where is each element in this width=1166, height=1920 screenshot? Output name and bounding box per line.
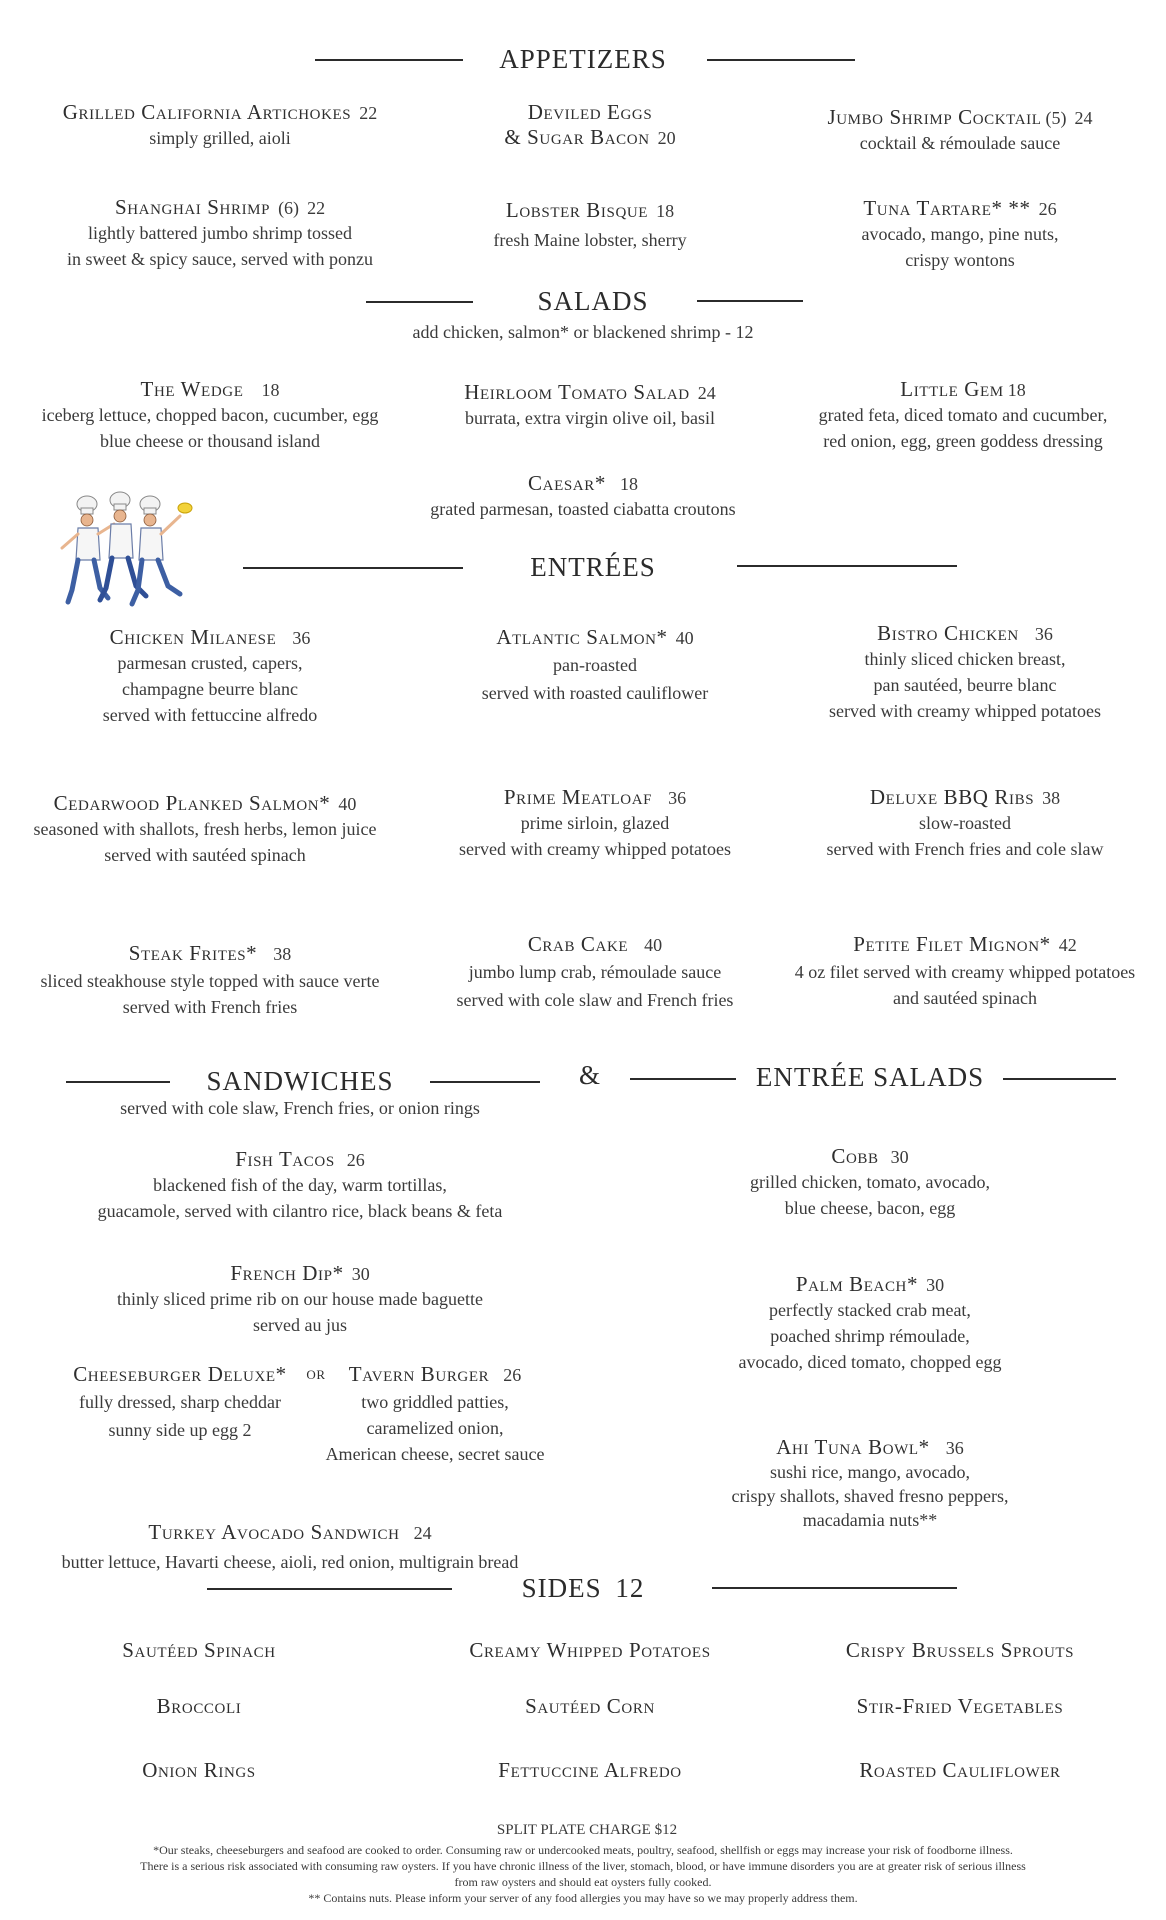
item-desc: caramelized onion,	[366, 1418, 504, 1438]
item-name: Deviled Eggs	[527, 100, 653, 124]
item-price: 26	[503, 1365, 522, 1385]
item-desc: cocktail & rémoulade sauce	[859, 133, 1061, 153]
item-name: Palm Beach*	[795, 1272, 919, 1296]
item-name: Caesar*	[528, 471, 606, 495]
side-item: Roasted Cauliflower	[859, 1758, 1061, 1782]
item-desc: served with French fries and cole slaw	[826, 839, 1104, 859]
item-price: 36	[668, 788, 687, 808]
allergy-note: ** Contains nuts. Please inform your server of any food allergies you may have so we may properly address them.	[308, 1891, 858, 1905]
item-name: Lobster Bisque	[505, 198, 649, 222]
item-desc: blackened fish of the day, warm tortillas,	[153, 1175, 447, 1195]
item-price: 20	[657, 128, 676, 148]
menu-item	[50, 1147, 550, 1224]
menu-item	[773, 377, 1153, 454]
item-name: Chicken Milanese	[109, 625, 277, 649]
item-price: 42	[1058, 935, 1077, 955]
item-desc: American cheese, secret sauce	[325, 1444, 545, 1464]
sides-price: 12	[615, 1573, 645, 1603]
section-rule	[630, 1078, 736, 1080]
sandwiches-title: SANDWICHES	[206, 1066, 394, 1096]
item-desc: sushi rice, mango, avocado,	[770, 1462, 970, 1482]
menu-item	[10, 377, 410, 454]
section-rule	[1003, 1078, 1116, 1080]
section-rule-right	[737, 565, 957, 567]
item-desc: served au jus	[253, 1315, 347, 1335]
item-price: 24	[1074, 108, 1093, 128]
section-rule	[66, 1081, 170, 1083]
menu-item	[383, 471, 783, 522]
split-plate-charge: SPLIT PLATE CHARGE $12	[496, 1822, 678, 1838]
item-desc: 4 oz filet served with creamy whipped potatoes	[794, 962, 1136, 982]
menu-item	[395, 932, 795, 1013]
item-desc: simply grilled, aioli	[149, 128, 291, 148]
entree-salads-title: ENTRÉE SALADS	[755, 1062, 985, 1092]
item-price: 38	[1042, 788, 1061, 808]
item-price: 24	[697, 383, 716, 403]
item-desc: burrata, extra virgin olive oil, basil	[464, 408, 716, 428]
item-desc: avocado, diced tomato, chopped egg	[738, 1352, 1002, 1372]
item-name: Tavern Burger	[348, 1362, 490, 1386]
item-desc: crispy shallots, shaved fresno peppers,	[731, 1486, 1009, 1506]
item-name-line-2: & Sugar Bacon	[504, 125, 650, 149]
menu-item	[440, 100, 740, 150]
item-desc: thinly sliced prime rib on our house made baguette	[117, 1289, 483, 1309]
item-price: 22	[307, 198, 326, 218]
section-rule-right	[697, 300, 803, 302]
menu-item	[10, 625, 410, 728]
item-name: Shanghai Shrimp	[114, 195, 271, 219]
menu-item	[395, 625, 795, 706]
item-desc: seasoned with shallots, fresh herbs, lemon juice	[33, 819, 377, 839]
item-desc: avocado, mango, pine nuts,	[861, 224, 1059, 244]
dancing-chefs-illustration	[42, 490, 202, 615]
entrees-title: ENTRÉES	[530, 552, 656, 582]
item-price: 22	[359, 103, 378, 123]
item-name: Prime Meatloaf	[503, 785, 653, 809]
item-name: Deluxe BBQ Ribs	[869, 785, 1035, 809]
item-desc: grilled chicken, tomato, avocado,	[750, 1172, 990, 1192]
disclaimer-line: from raw oysters and should eat oysters fully cooked.	[454, 1875, 712, 1889]
menu-item	[390, 380, 790, 431]
item-name: Crab Cake	[527, 932, 629, 956]
item-desc: blue cheese, bacon, egg	[784, 1198, 956, 1218]
item-name: Little Gem	[900, 377, 1004, 401]
item-desc: served with creamy whipped potatoes	[829, 701, 1101, 721]
menu-item	[440, 198, 740, 253]
item-name: Ahi Tuna Bowl*	[776, 1435, 930, 1459]
item-name: Fish Tacos	[235, 1147, 335, 1171]
item-name: Tuna Tartare* **	[863, 196, 1031, 220]
salads-title: SALADS	[537, 286, 649, 316]
section-rule-left	[243, 567, 463, 569]
menu-item	[30, 1520, 550, 1575]
appetizers-title: APPETIZERS	[499, 44, 667, 74]
section-rule	[430, 1081, 540, 1083]
item-desc: blue cheese or thousand island	[100, 431, 320, 451]
item-name: Petite Filet Mignon*	[853, 932, 1051, 956]
side-item: Crispy Brussels Sprouts	[845, 1638, 1075, 1662]
item-desc: grated feta, diced tomato and cucumber,	[818, 405, 1108, 425]
side-item: Sautéed Spinach	[122, 1638, 276, 1662]
menu-item	[20, 195, 420, 272]
item-price: 26	[346, 1150, 365, 1170]
item-price: 38	[273, 944, 292, 964]
item-name: Grilled California Artichokes	[62, 100, 352, 124]
item-desc: sliced steakhouse style topped with sauce verte	[40, 971, 380, 991]
item-name: French Dip*	[230, 1261, 344, 1285]
ampersand: &	[578, 1060, 601, 1090]
sides-title	[478, 1573, 688, 1604]
item-desc: pan sautéed, beurre blanc	[873, 675, 1057, 695]
disclaimer-line: There is a serious risk associated with consuming raw oysters. If you have chronic illness of the liver, stomach, blood, or have immune disorders you are at greater risk of serious illness	[140, 1859, 1026, 1873]
item-desc: lightly battered jumbo shrimp tossed	[88, 223, 352, 243]
item-price: 24	[413, 1523, 432, 1543]
item-name: Bistro Chicken	[877, 621, 1019, 645]
item-price: 36	[1034, 624, 1053, 644]
section-rule-left	[315, 59, 463, 61]
item-price: 30	[890, 1147, 909, 1167]
item-desc: two griddled patties,	[361, 1392, 509, 1412]
item-price: 36	[945, 1438, 964, 1458]
menu-item	[775, 932, 1155, 1011]
item-desc: champagne beurre blanc	[122, 679, 298, 699]
item-desc: slow-roasted	[919, 813, 1011, 833]
item-desc: jumbo lump crab, rémoulade sauce	[468, 962, 722, 982]
menu-item	[40, 1362, 320, 1443]
item-desc: macadamia nuts**	[802, 1510, 938, 1530]
menu-item	[5, 791, 405, 868]
item-desc: pan-roasted	[553, 655, 637, 675]
item-desc: parmesan crusted, capers,	[117, 653, 303, 673]
item-desc: grated parmesan, toasted ciabatta croutons	[430, 499, 736, 519]
item-price: 18	[619, 474, 638, 494]
item-desc: butter lettuce, Havarti cheese, aioli, red onion, multigrain bread	[61, 1552, 519, 1572]
side-item: Broccoli	[156, 1694, 242, 1718]
item-name: Steak Frites*	[128, 941, 258, 965]
item-qty: (5)	[1045, 108, 1067, 128]
item-name: Turkey Avocado Sandwich	[148, 1520, 400, 1544]
menu-item	[670, 1144, 1070, 1221]
menu-item	[770, 196, 1150, 273]
item-name: Cobb	[831, 1144, 879, 1168]
item-name: Cedarwood Planked Salmon*	[53, 791, 331, 815]
item-desc: sunny side up egg 2	[108, 1420, 252, 1440]
menu-item	[10, 941, 410, 1020]
side-item: Stir-Fried Vegetables	[856, 1694, 1064, 1718]
item-name: Heirloom Tomato Salad	[464, 380, 690, 404]
item-price: 26	[1038, 199, 1057, 219]
item-desc: fresh Maine lobster, sherry	[493, 230, 687, 250]
item-price: 40	[644, 935, 663, 955]
item-price: 40	[338, 794, 357, 814]
menu-item	[775, 621, 1155, 724]
or-label: or	[306, 1363, 326, 1384]
section-rule-right	[712, 1587, 957, 1589]
item-desc: perfectly stacked crab meat,	[769, 1300, 971, 1320]
item-name: The Wedge	[140, 377, 244, 401]
salads-subtitle: add chicken, salmon* or blackened shrimp - 12	[412, 322, 754, 342]
egg-icon	[178, 503, 192, 513]
side-item: Sautéed Corn	[525, 1694, 655, 1718]
item-price: 30	[926, 1275, 945, 1295]
item-qty: (6)	[278, 198, 300, 218]
menu-item	[20, 100, 420, 151]
item-desc: served with sautéed spinach	[104, 845, 306, 865]
menu-item	[395, 785, 795, 862]
section-rule-left	[207, 1588, 452, 1590]
item-desc: red onion, egg, green goddess dressing	[823, 431, 1103, 451]
item-desc: fully dressed, sharp cheddar	[79, 1392, 281, 1412]
item-price: 30	[351, 1264, 370, 1284]
side-item: Onion Rings	[142, 1758, 256, 1782]
chef-figure	[132, 496, 180, 604]
item-desc: and sautéed spinach	[893, 988, 1037, 1008]
item-desc: guacamole, served with cilantro rice, black beans & feta	[97, 1201, 503, 1221]
side-item: Fettuccine Alfredo	[498, 1758, 682, 1782]
item-name: Jumbo Shrimp Cocktail	[827, 105, 1042, 129]
item-desc: iceberg lettuce, chopped bacon, cucumber, egg	[41, 405, 379, 425]
item-price: 18	[261, 380, 280, 400]
item-name: Atlantic Salmon*	[496, 625, 668, 649]
item-desc: prime sirloin, glazed	[520, 813, 670, 833]
section-rule-right	[707, 59, 855, 61]
item-desc: crispy wontons	[905, 250, 1015, 270]
menu-item	[770, 105, 1150, 156]
item-desc: poached shrimp rémoulade,	[770, 1326, 970, 1346]
item-price: 36	[292, 628, 311, 648]
sides-label: SIDES	[521, 1573, 602, 1603]
item-desc: thinly sliced chicken breast,	[864, 649, 1066, 669]
menu-item	[670, 1272, 1070, 1375]
item-price: 40	[675, 628, 694, 648]
section-rule-left	[366, 301, 473, 303]
disclaimer-line: *Our steaks, cheeseburgers and seafood are cooked to order. Consuming raw or undercooked meats, poultry, seafood, shellfish or eggs may increase your risk of foodborne illness.	[153, 1843, 1013, 1857]
item-desc: served with fettuccine alfredo	[102, 705, 318, 725]
item-name: Cheeseburger Deluxe*	[73, 1362, 287, 1386]
menu-item	[670, 1435, 1070, 1532]
item-price: 18	[656, 201, 675, 221]
item-desc: served with roasted cauliflower	[481, 683, 709, 703]
menu-item	[775, 785, 1155, 862]
menu-item	[50, 1261, 550, 1338]
item-price: 18	[1007, 380, 1026, 400]
item-desc: in sweet & spicy sauce, served with ponzu	[67, 249, 373, 269]
sandwiches-subtitle: served with cole slaw, French fries, or onion rings	[120, 1098, 480, 1118]
item-desc: served with creamy whipped potatoes	[459, 839, 731, 859]
item-desc: served with French fries	[122, 997, 298, 1017]
item-desc: served with cole slaw and French fries	[456, 990, 734, 1010]
side-item: Creamy Whipped Potatoes	[469, 1638, 711, 1662]
menu-item	[310, 1362, 560, 1467]
